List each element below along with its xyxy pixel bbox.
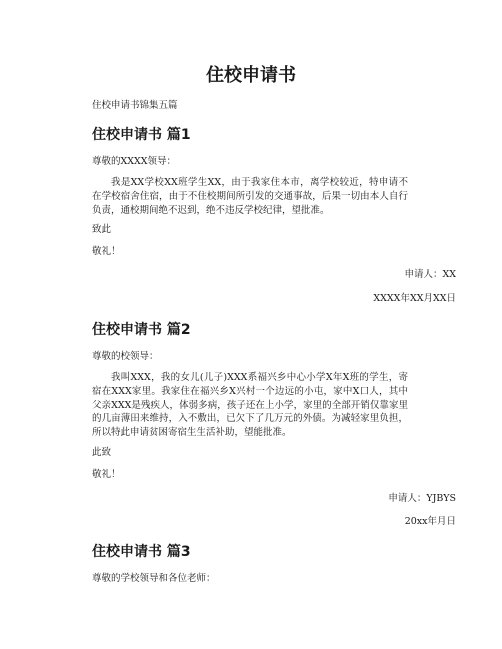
section-2-regards: 敬礼！ [92,469,121,480]
section-2-signature: 申请人：YJBYS [388,493,456,504]
document-subtitle: 住校申请书锦集五篇 [92,100,178,111]
section-1-salutation: 尊敬的XXXX领导： [92,156,177,167]
section-1-body: 我是XX学校XX班学生XX，由于我家住本市，离学校较近，特申请不在学校宿舍住宿，由于不住校期间所引发的交通事故，后果一切由本人自行负责，通校期间绝不迟到，绝不违反学校纪律，望批准。 [92,177,408,216]
section-2-date: 20xx年月日 [404,516,456,527]
section-1-closing: 致此 [92,224,112,235]
section-1-regards: 敬礼！ [92,246,121,257]
section-1-heading: 住校申请书 篇1 [92,127,191,143]
section-2-salutation: 尊敬的校领导： [92,351,159,362]
section-1-signature: 申请人：XX [404,269,456,280]
section-2-closing: 此致 [92,447,112,458]
section-1-date: XXXX年XX月XX日 [373,293,456,304]
section-2-body: 我叫XXX，我的女儿(儿子)XXX系福兴乡中心小学X年X班的学生，寄宿在XXX家里。我家住在福兴乡X兴村一个边远的小屯，家中X口人，其中父亲XXX是残疾人，体弱多病，孩子还在上小学，家里的全部开销仅靠家里的几亩薄田来维持，入不敷出，已欠下了几万元的外债。为减轻家里负担，所以特此申请贫困寄宿生生活补助，望能批准。 [92,372,408,439]
section-2-heading: 住校申请书 篇2 [92,322,191,338]
section-3-heading: 住校申请书 篇3 [92,544,191,560]
document-title: 住校申请书 [206,65,296,86]
section-3-salutation: 尊敬的学校领导和各位老师： [92,573,216,584]
